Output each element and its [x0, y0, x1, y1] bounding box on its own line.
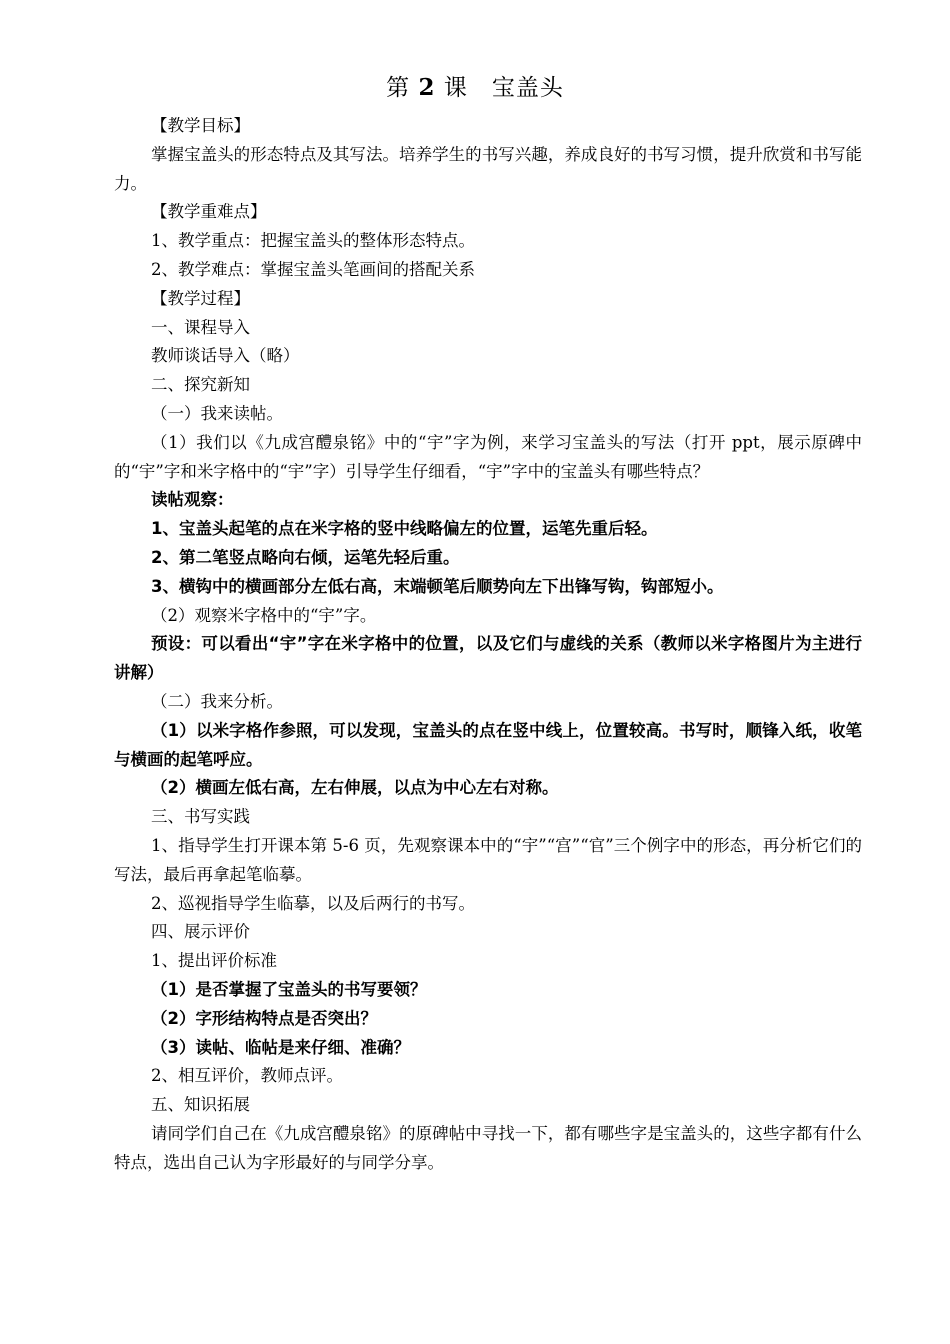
observation-1: 1、宝盖头起笔的点在米字格的竖中线略偏左的位置，运笔先重后轻。: [151, 519, 658, 539]
page-title: [0, 72, 950, 104]
section-1-heading: 一、课程导入: [151, 317, 250, 337]
heading-objectives: 【教学目标】: [151, 116, 250, 135]
practice-1: 1、指导学生打开课本第 5-6 页，先观察课本中的“宇”“宫”“官”三个例字中的形态，再分析它们的写法，最后再拿起笔临摹。: [114, 835, 862, 884]
title-prefix: 第: [386, 75, 411, 101]
criteria-3: （3）读帖、临帖是来仔细、准确？: [151, 1037, 410, 1057]
section-3-heading: 三、书写实践: [151, 807, 250, 827]
objectives-text: 掌握宝盖头的形态特点及其写法。培养学生的书写兴趣，养成良好的书写习惯，提升欣赏和书写能力。: [114, 144, 862, 193]
practice-2: 2、巡视指导学生临摹，以及后两行的书写。: [151, 893, 475, 913]
heading-process: 【教学过程】: [151, 288, 250, 308]
criteria-2: （2）字形结构特点是否突出？: [151, 1008, 377, 1028]
section-5-heading: 五、知识拓展: [151, 1095, 250, 1115]
subsection-reading: （一）我来读帖。: [151, 403, 283, 423]
subsection-analysis: （二）我来分析。: [151, 691, 283, 711]
section-4-heading: 四、展示评价: [151, 922, 250, 942]
title-text: 课 宝盖头: [443, 75, 564, 101]
evaluation-criteria: 1、提出评价标准: [151, 951, 277, 971]
criteria-1: （1）是否掌握了宝盖头的书写要领？: [151, 979, 427, 999]
key-point-2: 2、教学难点：掌握宝盖头笔画间的搭配关系: [151, 259, 475, 279]
observation-heading: 读帖观察：: [151, 490, 234, 510]
key-point-1: 1、教学重点：把握宝盖头的整体形态特点。: [151, 231, 475, 251]
document-body: [114, 112, 862, 1177]
heading-key-points: 【教学重难点】: [151, 202, 267, 222]
section-1-text: 教师谈话导入（略）: [151, 346, 300, 366]
extension-text: 请同学们自己在《九成宫醴泉铭》的原碑帖中寻找一下，都有哪些字是宝盖头的，这些字都有什么特点，选出自己认为字形最好的与同学分享。: [114, 1123, 862, 1172]
analysis-2: （2）横画左低右高，左右伸展，以点为中心左右对称。: [151, 778, 559, 798]
reading-step-2: （2）观察米字格中的“宇”字。: [151, 605, 377, 625]
section-2-heading: 二、探究新知: [151, 375, 250, 395]
observation-2: 2、第二笔竖点略向右倾，运笔先轻后重。: [151, 547, 460, 567]
analysis-1: （1）以米字格作参照，可以发现，宝盖头的点在竖中线上，位置较高。书写时，顺锋入纸，收笔与横画的起笔呼应。: [114, 720, 862, 769]
presupposition: 预设：可以看出“宇”字在米字格中的位置，以及它们与虚线的关系（教师以米字格图片为主进行讲解）: [114, 634, 862, 683]
lesson-number: 2: [418, 74, 436, 101]
reading-step-1: （1）我们以《九成宫醴泉铭》中的“宇”字为例，来学习宝盖头的写法（打开 ppt，展示原碑中的“宇”字和米字格中的“宇”字）引导学生仔细看，“宇”字中的宝盖头有哪些特点？: [114, 432, 862, 481]
evaluation-2: 2、相互评价，教师点评。: [151, 1066, 343, 1086]
observation-3: 3、横钩中的横画部分左低右高，末端顿笔后顺势向左下出锋写钩，钩部短小。: [151, 576, 724, 596]
